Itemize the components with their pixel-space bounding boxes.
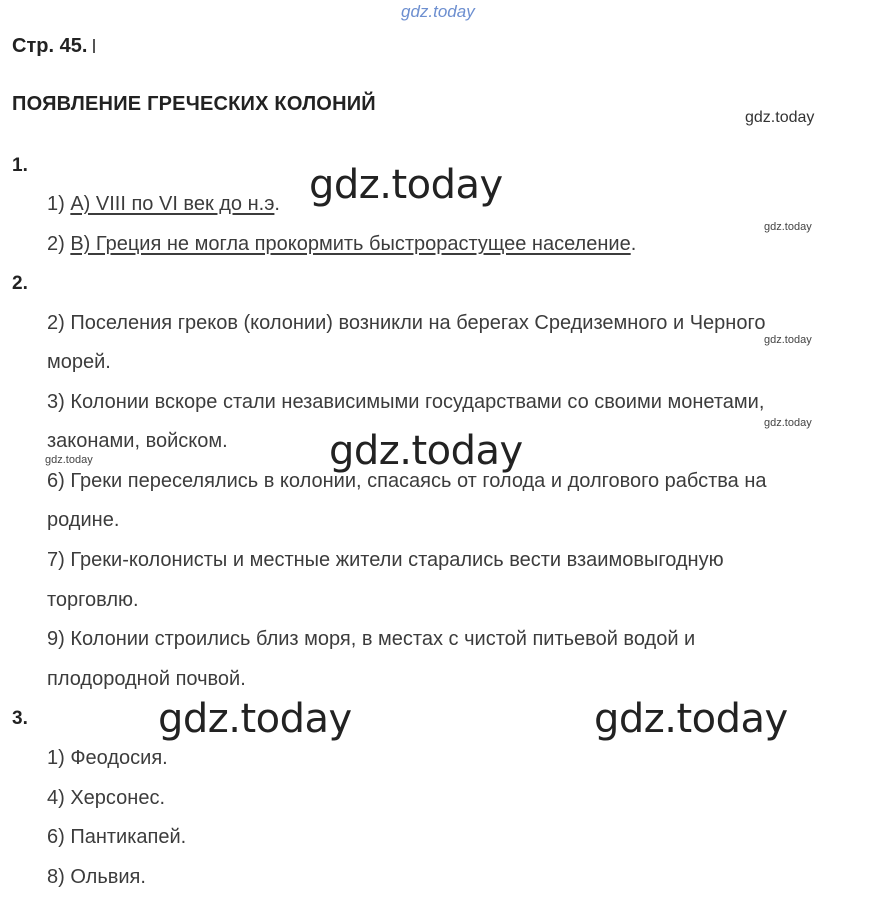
watermark: gdz.today <box>45 454 93 466</box>
answer-line: морей. <box>47 351 111 373</box>
section-number-1: 1. <box>12 155 28 176</box>
answer-line: 1) Феодосия. <box>47 747 168 769</box>
answer-line: 6) Греки переселялись в колонии, спасаясь от голода и долгового рабства на <box>47 470 767 492</box>
watermark: gdz.today <box>764 417 812 429</box>
answer-line: 9) Колонии строились близ моря, в местах с чистой питьевой водой и <box>47 628 696 650</box>
answer-line: родине. <box>47 509 120 531</box>
answer-line: 2) Поселения греков (колонии) возникли на берегах Средиземного и Черного <box>47 312 766 334</box>
watermark: gdz.today <box>309 162 503 208</box>
answer-line: плодородной почвой. <box>47 668 246 690</box>
answer-line: 8) Ольвия. <box>47 866 146 888</box>
answer-line: 4) Херсонес. <box>47 787 165 809</box>
watermark-top: gdz.today <box>401 2 475 21</box>
answer-line: 1) А) VIII по VI век до н.э. <box>47 193 280 215</box>
answer-line: законами, войском. <box>47 430 228 452</box>
answer-line: торговлю. <box>47 589 139 611</box>
watermark: gdz.today <box>594 696 788 742</box>
watermark: gdz.today <box>764 334 812 346</box>
watermark: gdz.today <box>158 696 352 742</box>
answer-line: 6) Пантикапей. <box>47 826 187 848</box>
page-title: ПОЯВЛЕНИЕ ГРЕЧЕСКИХ КОЛОНИЙ <box>12 93 376 115</box>
watermark: gdz.today <box>745 109 815 126</box>
section-number-2: 2. <box>12 273 28 294</box>
answer-line: 2) В) Греция не могла прокормить быстрорастущее население. <box>47 233 637 255</box>
watermark: gdz.today <box>329 428 523 474</box>
section-number-3: 3. <box>12 708 28 729</box>
page-label: Стр. 45. <box>12 35 95 58</box>
answer-line: 3) Колонии вскоре стали независимыми государствами со своими монетами, <box>47 391 765 413</box>
watermark: gdz.today <box>764 221 812 233</box>
cursor-mark-icon <box>93 39 95 53</box>
answer-line: 7) Греки-колонисты и местные жители старались вести взаимовыгодную <box>47 549 724 571</box>
